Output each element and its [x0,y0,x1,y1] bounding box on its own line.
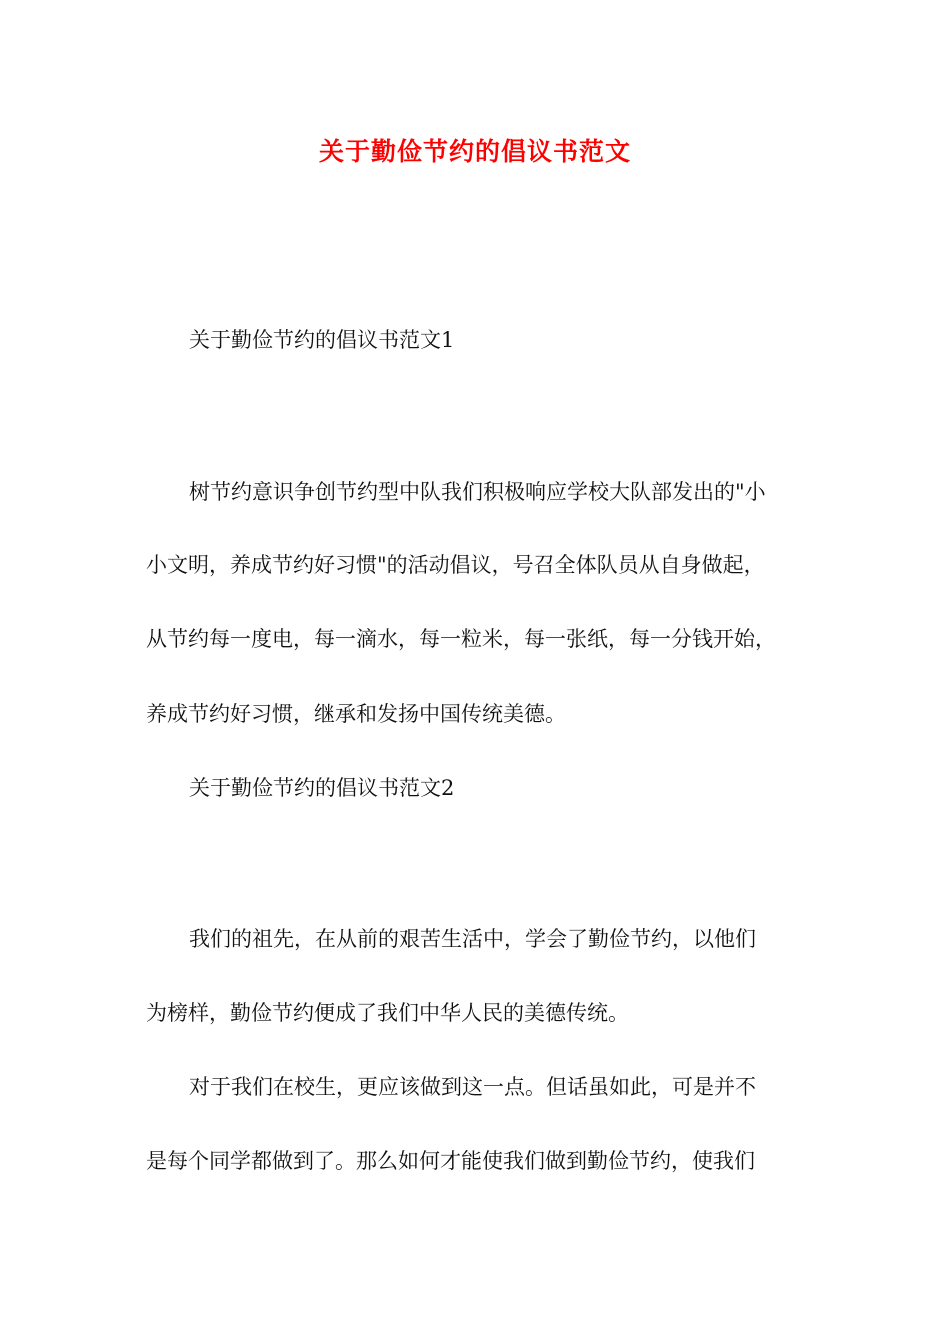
paragraph-1-line-2: 小文明，养成节约好习惯"的活动倡议，号召全体队员从自身做起， [146,553,765,577]
paragraph-3-line-2: 是每个同学都做到了。那么如何才能使我们做到勤俭节约，使我们 [146,1149,755,1173]
paragraph-3-line-1: 对于我们在校生，更应该做到这一点。但话虽如此，可是并不 [189,1075,756,1099]
paragraph-1-line-3: 从节约每一度电，每一滴水，每一粒米，每一张纸，每一分钱开始， [146,627,776,651]
section-heading-2: 关于勤俭节约的倡议书范文2 [189,776,455,800]
paragraph-2-line-1: 我们的祖先，在从前的艰苦生活中，学会了勤俭节约，以他们 [189,927,756,951]
document-title: 关于勤俭节约的倡议书范文 [318,137,631,166]
section-heading-1: 关于勤俭节约的倡议书范文1 [189,328,455,352]
paragraph-1-line-1: 树节约意识争创节约型中队我们积极响应学校大队部发出的"小 [189,480,766,504]
paragraph-2-line-2: 为榜样，勤俭节约便成了我们中华人民的美德传统。 [146,1001,629,1025]
paragraph-1-line-4: 养成节约好习惯，继承和发扬中国传统美德。 [146,702,566,726]
